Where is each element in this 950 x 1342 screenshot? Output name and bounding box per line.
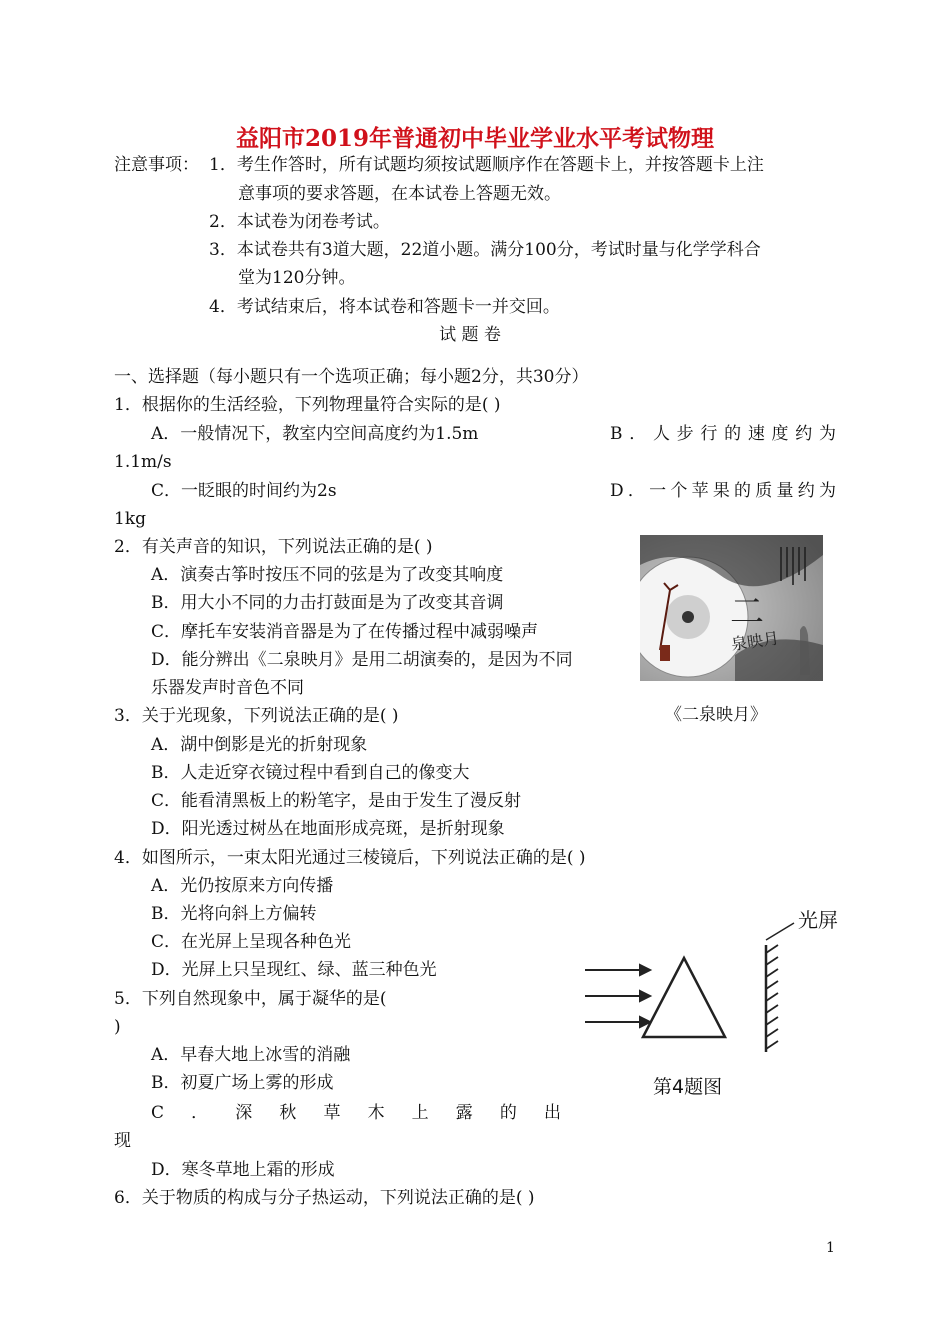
q4-option-a: A．光仍按原来方向传播 xyxy=(151,876,334,896)
q3-option-a: A．湖中倒影是光的折射现象 xyxy=(151,735,368,755)
album-caption: 《二泉映月》 xyxy=(665,705,767,725)
q3-option-c: C．能看清黑板上的粉笔字，是由于发生了漫反射 xyxy=(151,791,522,811)
q5-option-d: D．寒冬草地上霜的形成 xyxy=(151,1160,335,1180)
q5-option-c: C ． 深 秋 草 木 上 露 的 出 xyxy=(151,1103,561,1123)
figure-4-caption: 第4题图 xyxy=(653,1076,723,1098)
q1-option-b: B ． 人 步 行 的 速 度 约 为 xyxy=(610,424,836,444)
q5-stem: 5．下列自然现象中，属于凝华的是( xyxy=(114,989,387,1009)
notice-item-4: 4．考试结束后，将本试卷和答题卡一并交回。 xyxy=(209,297,560,317)
q1-option-d: D ． 一 个 苹 果 的 质 量 约 为 xyxy=(610,481,836,501)
svg-text:二: 二 xyxy=(730,592,764,632)
notice-label: 注意事项： xyxy=(114,155,199,175)
q1-option-b-cont: 1.1m/s xyxy=(114,452,172,472)
notice-item-3: 3．本试卷共有3道大题，22道小题。满分100分，考试时量与化学学科合 xyxy=(209,240,761,260)
notice-item-1: 1．考生作答时，所有试题均须按试题顺序作在答题卡上，并按答题卡上注 xyxy=(209,155,764,175)
q2-option-d-cont: 乐器发声时音色不同 xyxy=(151,678,304,698)
q1-option-d-cont: 1kg xyxy=(114,509,146,529)
q4-option-c: C．在光屏上呈现各种色光 xyxy=(151,932,352,952)
svg-text:泉映月: 泉映月 xyxy=(729,628,781,654)
q5-option-c-cont: 现 xyxy=(114,1131,131,1151)
album-cover-image xyxy=(640,535,823,681)
section-heading: 一、选择题（每小题只有一个选项正确；每小题2分，共30分） xyxy=(114,367,589,387)
q4-option-d: D．光屏上只呈现红、绿、蓝三种色光 xyxy=(151,960,437,980)
q2-option-d: D．能分辨出《二泉映月》是用二胡演奏的，是因为不同 xyxy=(151,650,573,670)
q3-option-d: D．阳光透过树丛在地面形成亮斑，是折射现象 xyxy=(151,819,505,839)
screen-label: 光屏 xyxy=(798,908,838,932)
paper-heading: 试 题 卷 xyxy=(439,325,501,345)
q4-stem: 4．如图所示，一束太阳光通过三棱镜后，下列说法正确的是( ) xyxy=(114,848,586,868)
q2-option-c: C．摩托车安装消音器是为了在传播过程中减弱噪声 xyxy=(151,622,539,642)
notice-item-2: 2．本试卷为闭卷考试。 xyxy=(209,212,390,232)
q5-option-a: A．早春大地上冰雪的消融 xyxy=(151,1045,351,1065)
q2-option-a: A．演奏古筝时按压不同的弦是为了改变其响度 xyxy=(151,565,504,585)
q4-option-b: B．光将向斜上方偏转 xyxy=(151,904,317,924)
q3-option-b: B．人走近穿衣镜过程中看到自己的像变大 xyxy=(151,763,470,783)
exam-title: 益阳市2019年普通初中毕业学业水平考试物理 xyxy=(235,125,714,152)
q2-stem: 2．有关声音的知识，下列说法正确的是( ) xyxy=(114,537,433,557)
q1-option-a: A．一般情况下，教室内空间高度约为1.5m xyxy=(151,424,479,444)
q3-stem: 3．关于光现象，下列说法正确的是( ) xyxy=(114,706,399,726)
page-number: 1 xyxy=(826,1240,835,1256)
q6-stem: 6．关于物质的构成与分子热运动，下列说法正确的是( ) xyxy=(114,1188,535,1208)
notice-item-1-cont: 意事项的要求答题，在本试卷上答题无效。 xyxy=(238,184,561,204)
q5-option-b: B．初夏广场上雾的形成 xyxy=(151,1073,334,1093)
q1-option-c: C．一眨眼的时间约为2s xyxy=(151,481,337,501)
q1-stem: 1．根据你的生活经验，下列物理量符合实际的是( ) xyxy=(114,395,501,415)
notice-item-3-cont: 堂为120分钟。 xyxy=(238,268,356,288)
q2-option-b: B．用大小不同的力击打鼓面是为了改变其音调 xyxy=(151,593,504,613)
q5-stem-cont: ) xyxy=(114,1017,121,1037)
